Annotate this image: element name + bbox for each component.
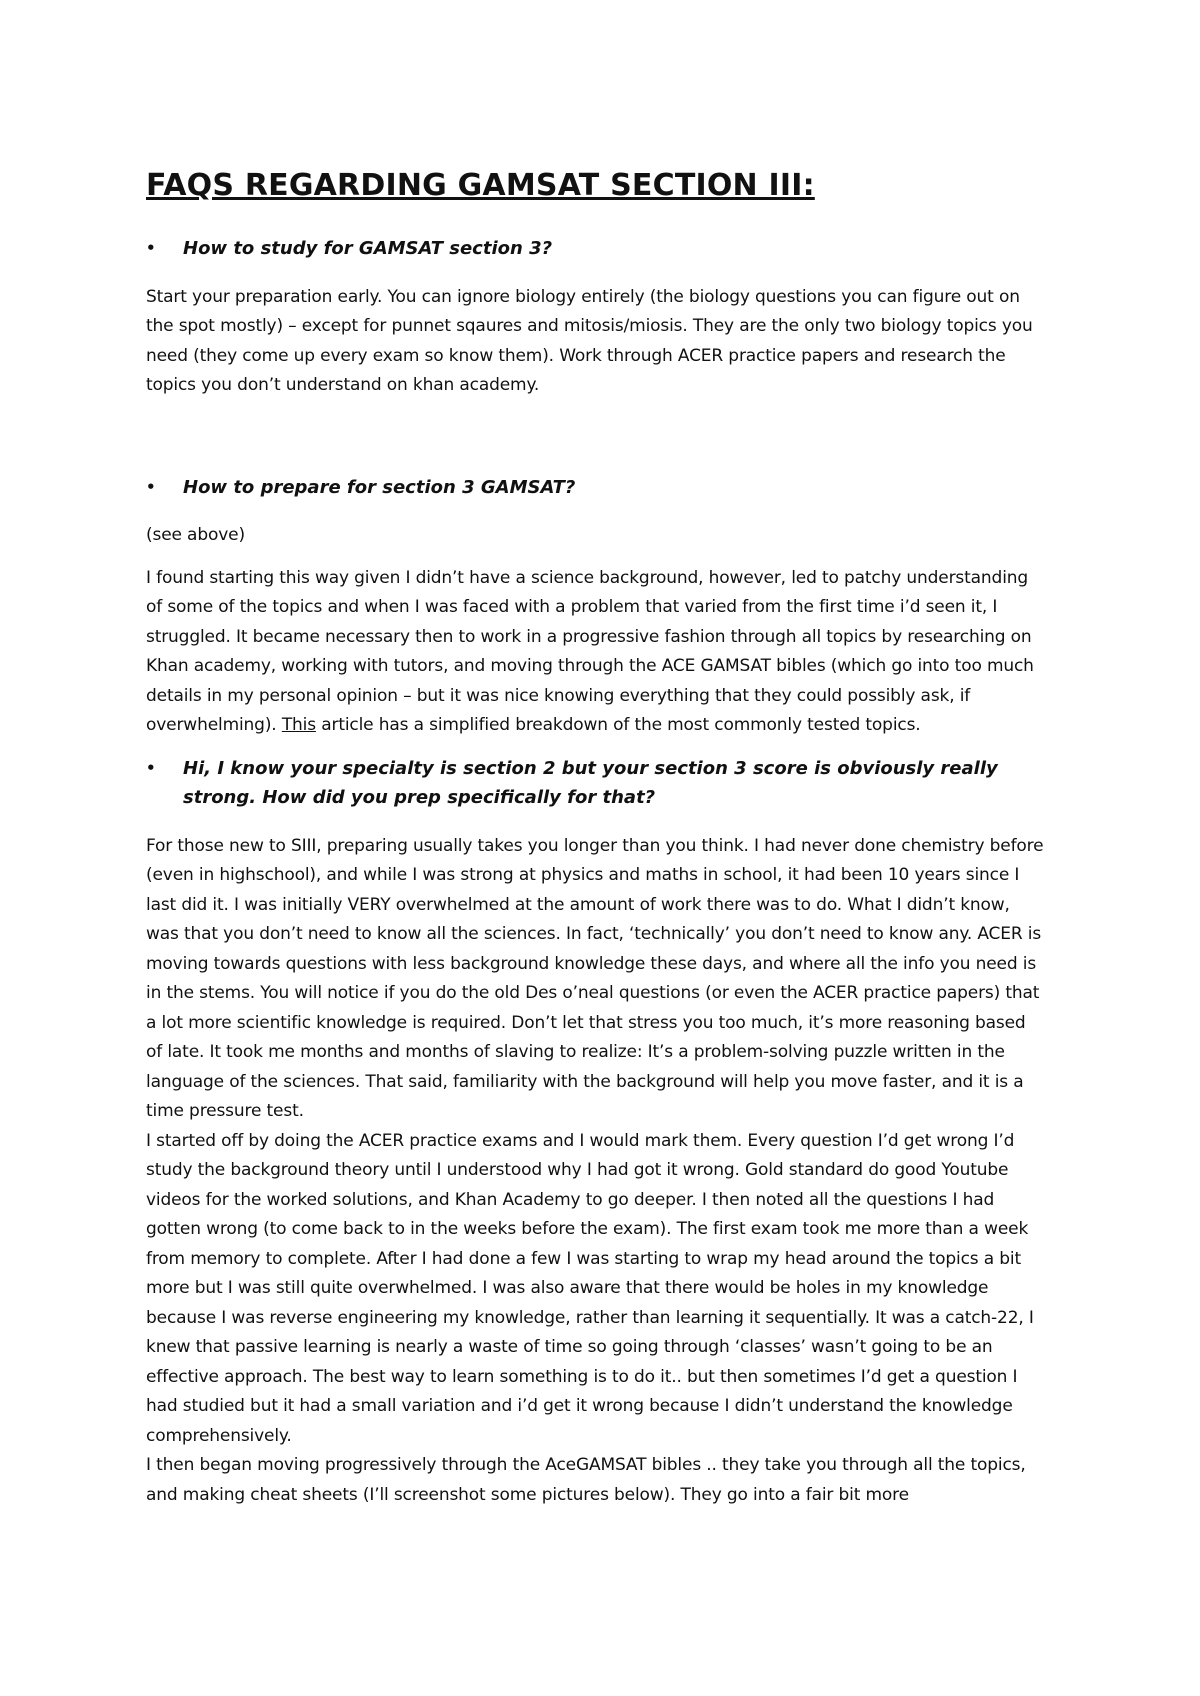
bullet-icon: • [146,477,156,496]
blank-line [146,414,1046,473]
faq-question-1 [146,234,1046,264]
page-title: FAQS REGARDING GAMSAT SECTION III: [146,168,815,203]
answer-text: article has a simplified breakdown of the most commonly tested topics. [315,715,921,735]
faq-question-3 [146,754,1046,813]
faq-answer-2 [146,564,1046,741]
faq-answer-1: Start your preparation early. You can ignore biology entirely (the biology questions you can figure out on the spot mostly) – except for punnet sqaures and mitosis/miosis. They are the only two biology topics you need (they come up every exam so know them). Work through ACER practice papers and research the topics you don’t understand on khan academy. [146,286,1033,395]
question-text: How to prepare for section 3 GAMSAT? [183,476,576,498]
article-link[interactable]: This [281,715,316,735]
faq-answer-3-paragraph-1: For those new to SIII, preparing usually takes you longer than you think. I had never done chemistry before (even in highschool), and while I was strong at physics and maths in school, it had been 10 years since I last did it. I was initially VERY overwhelmed at the amount of work there was to do. What I didn’t know, was that you don’t need to know all the sciences. In fact, ‘technically’ you don’t need to know any. ACER is moving towards questions with less background knowledge these days, and where all the info you need is in the stems. You will notice if you do the old Des o’neal questions (or even the ACER practice papers) that a lot more scientific knowledge is required. Don’t let that stress you too much, it’s more reasoning based of late. It took me months and months of slaving to realize: It’s a problem-solving puzzle written in the language of the sciences. That said, familiarity with the background will help you move faster, and it is a time pressure test. [146,835,1044,1121]
question-text: How to study for GAMSAT section 3? [183,238,553,259]
document-body [146,168,1046,1510]
question-text: Hi, I know your specialty is section 2 but your section 3 score is obviously really strong. How did you prep specifically for that? [183,757,998,808]
bullet-icon: • [146,758,156,777]
answer-text: I found starting this way given I didn’t have a science background, however, led to patchy understanding of some of the topics and when I was faced with a problem that varied from the first time i’d seen it, I struggled. It became necessary then to work in a progressive fashion through all topics by researching on Khan academy, working with tutors, and moving through the ACE GAMSAT bibles (which go into too much details in my personal opinion – but it was nice knowing everything that they could possibly ask, if overwhelming). [146,567,1034,735]
faq-answer-3-paragraph-2: I started off by doing the ACER practice exams and I would mark them. Every question I’d get wrong I’d study the background theory until I understood why I had got it wrong. Gold standard do good Youtube videos for the worked solutions, and Khan Academy to go deeper. I then noted all the questions I had gotten wrong (to come back to in the weeks before the exam). The first exam took me more than a week from memory to complete. After I had done a few I was starting to wrap my head around the topics a bit more but I was still quite overwhelmed. I was also aware that there would be holes in my knowledge because I was reverse engineering my knowledge, rather than learning it sequentially. It was a catch-22, I knew that passive learning is nearly a waste of time so going through ‘classes’ wasn’t going to be an effective approach. The best way to learn something is to do it.. but then sometimes I’d get a question I had studied but it had a small variation and i’d get it wrong because I didn’t understand the knowledge comprehensively. [146,1130,1034,1446]
bullet-icon: • [146,239,156,257]
faq-answer-3-paragraph-3: I then began moving progressively through the AceGAMSAT bibles .. they take you through all the topics, and making cheat sheets (I’ll screenshot some pictures below). They go into a fair bit more [146,1455,1026,1505]
see-above-note: (see above) [146,525,245,545]
faq-question-2 [146,473,1046,503]
